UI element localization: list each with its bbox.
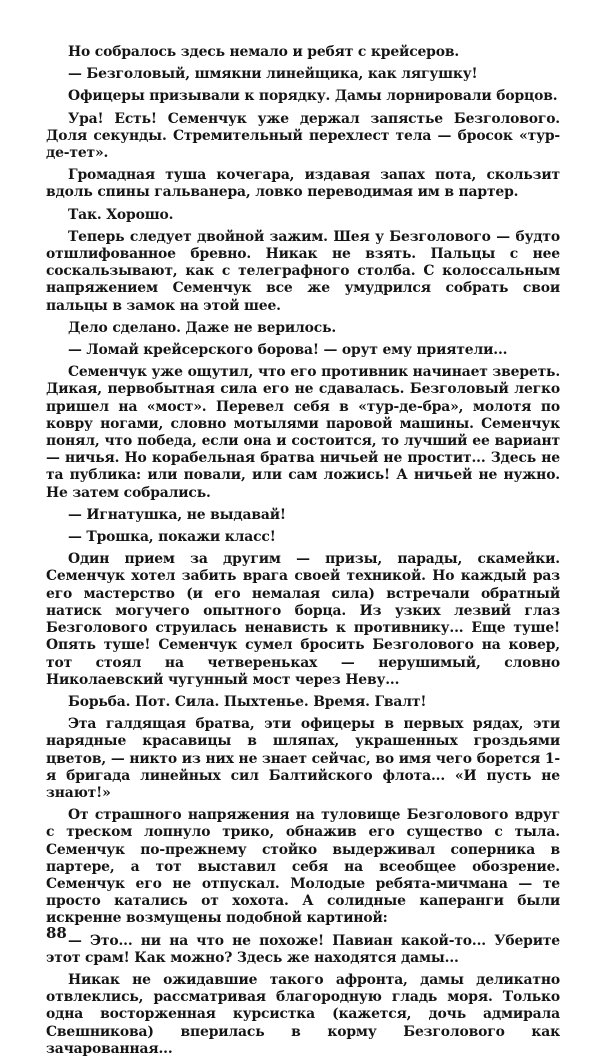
paragraph: — Трошка, покажи класс! <box>68 529 276 546</box>
paragraph: Эта галдящая братва, эти офицеры в первых рядах, эти нарядные красавицы в шляпах, украшенных гроздьями цветов, — никто из них не знает сейчас, во имя чего борется 1-я бригада линейных сил Балтийского флота... «И пусть не знают!» <box>46 716 560 801</box>
paragraph: Дело сделано. Даже не верилось. <box>68 319 337 336</box>
paragraph: — Безголовый, шмякни линейщика, как лягушку! <box>68 66 478 83</box>
paragraph: — Ломай крейсерского борова! — орут ему приятели... <box>68 342 508 359</box>
paragraph: — Это... ни на что не похоже! Павиан какой-то... Уберите этот срам! Как можно? Здесь же находятся дамы... <box>46 932 560 966</box>
paragraph: Офицеры призывали к порядку. Дамы лорнировали борцов. <box>68 88 558 105</box>
paragraph: Но собралось здесь немало и ребят с крейсеров. <box>68 44 460 60</box>
page-body <box>46 44 560 1063</box>
paragraph: Ура! Есть! Семенчук уже держал запястье Безголового. Доля секунды. Стремительный перехлест тела — бросок «тур-де-тет». <box>46 110 560 162</box>
paragraph: Так. Хорошо. <box>68 206 174 223</box>
paragraph: От страшного напряжения на туловище Безголового вдруг с треском лопнуло трико, обнажив его существо с тыла. Семенчук по-прежнему стойко выдерживал соперника в партере, а тот выставил себя на всеобщее обозрение. Семенчук его не отпускал. Молодые ребята-мичмана — те просто катались от хохота. А солидные каперанги были искренне возмущены подобной картиной: <box>46 807 560 927</box>
page-number: 88 <box>46 924 67 942</box>
paragraph: Борьба. Пот. Сила. Пыхтенье. Время. Гвалт! <box>68 693 427 710</box>
paragraph: Громадная туша кочегара, издавая запах пота, скользит вдоль спины гальванера, ловко переводимая им в партер. <box>46 167 560 201</box>
paragraph: Семенчук уже ощутил, что его противник начинает звереть. Дикая, первобытная сила его не сдавалась. Безголовый легко пришел на «мост». Перевел себя в «тур-де-бра», молотя по ковру ногами, словно мотылями паровой машины. Семенчук понял, что победа, если она и состоится, то лучший ее вариант — ничья. Но корабельная братва ничьей не простит... Здесь не та публика: или повали, или сам ложись! А ничьей не нужно. Не затем собрались. <box>46 364 560 501</box>
paragraph: Теперь следует двойной зажим. Шея у Безголового — будто отшлифованное бревно. Никак не взять. Пальцы с нее соскальзывают, как с телеграфного столба. С колоссальным напряжением Семенчук все же умудрился собрать свои пальцы в замок на этой шее. <box>46 228 560 314</box>
paragraph: Один прием за другим — призы, парады, скамейки. Семенчук хотел забить врага своей техникой. Но каждый раз его мастерство (и его немалая сила) встречали обратный натиск могучего опытного борца. Из узких лезвий глаз Безголового струилась ненависть к противнику... Еще туше! Опять туше! Семенчук сумел бросить Безголового на ковер, тот стоял на четвереньках — нерушимый, словно Николаевский чугунный мост через Неву... <box>46 551 560 688</box>
paragraph: — Игнатушка, не выдавай! <box>68 506 286 523</box>
paragraph: Никак не ожидавшие такого афронта, дамы деликатно отвлеклись, рассматривая благородную гладь моря. Только одна восторженная курсистка (кажется, дочь адмирала Свешникова) вперилась в корму Безголового как зачарованная... <box>46 971 560 1057</box>
